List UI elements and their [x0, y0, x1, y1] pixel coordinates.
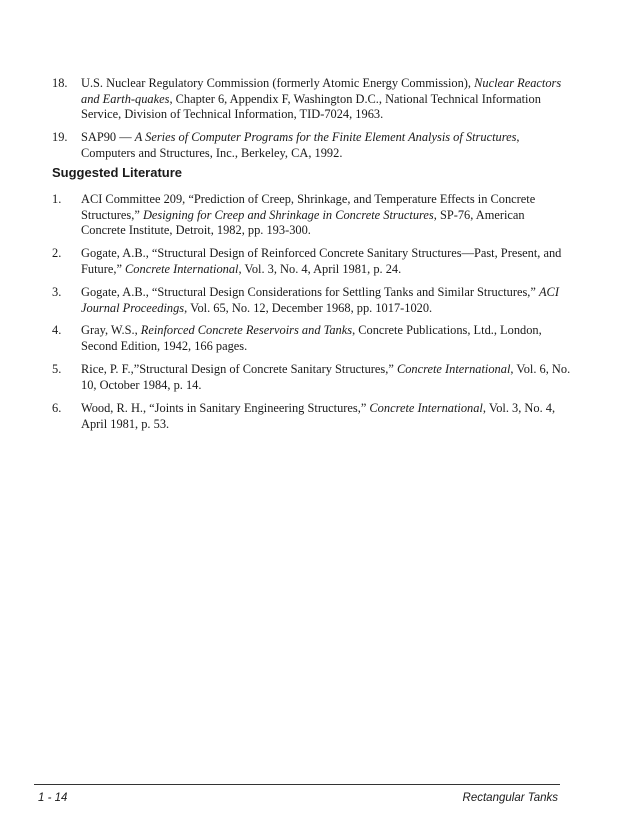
literature-number: 6.	[52, 401, 62, 415]
reference-title: A Series of Computer Programs for the Finite Element Analysis of Structures	[134, 130, 517, 144]
literature-text	[81, 323, 572, 354]
literature-text-part: , Vol. 6, No. 10, October 1984, p. 14.	[81, 362, 571, 392]
page-number: 1 - 14	[38, 792, 68, 804]
reference-text-part: , Chapter 6, Appendix F, Washington D.C., National Technical Information Service, Division of Technical Information, TID-7024, 1963.	[81, 91, 541, 122]
literature-text-part: ACI Committee 209, “Prediction of Creep, Shrinkage, and Temperature Effects in Concrete Structures,”	[81, 192, 536, 222]
literature-item	[52, 362, 572, 393]
literature-item	[52, 323, 572, 354]
reference-number: 19.	[52, 130, 68, 144]
literature-item	[52, 401, 572, 432]
literature-text-part: , Concrete Publications, Ltd., London, Second Edition, 1942, 166 pages.	[81, 323, 542, 353]
literature-title: Reinforced Concrete Reservoirs and Tanks	[140, 323, 353, 337]
literature-title: Designing for Creep and Shrinkage in Concrete Structures	[142, 207, 434, 222]
literature-text-part: , SP-76, American Concrete Institute, Detroit, 1982, pp. 193-300.	[81, 207, 525, 238]
literature-number: 4.	[52, 323, 62, 337]
chapter-title: Rectangular Tanks	[462, 792, 558, 804]
literature-title: Concrete International	[369, 401, 483, 415]
literature-number: 1.	[52, 192, 62, 206]
literature-text-part: , Vol. 65, No. 12, December 1968, pp. 1017-1020.	[184, 300, 433, 315]
reference-text	[81, 130, 572, 161]
literature-text-part: Gray, W.S.,	[81, 323, 141, 337]
section-heading: Suggested Literature	[52, 165, 183, 180]
reference-number: 18.	[52, 76, 68, 90]
reference-title: Nuclear Reactors and Earth-quakes	[81, 76, 562, 106]
literature-number: 2.	[52, 246, 62, 260]
reference-text-part: , Computers and Structures, Inc., Berkeley, CA, 1992.	[81, 130, 520, 160]
literature-text-part: Gogate, A.B., “Structural Design of Reinforced Concrete Sanitary Structures—Past, Present, and Future,”	[81, 246, 562, 276]
reference-text-part: U.S. Nuclear Regulatory Commission (formerly Atomic Energy Commission),	[81, 76, 475, 90]
reference-text-part: SAP90 —	[81, 130, 135, 144]
literature-text-part: , Vol. 3, No. 4, April 1981, p. 53.	[81, 401, 556, 431]
reference-item	[52, 76, 572, 123]
literature-title: Concrete International	[125, 261, 239, 276]
footer-divider	[34, 784, 560, 785]
literature-text-part: Rice, P. F.,”Structural Design of Concrete Sanitary Structures,”	[81, 362, 397, 376]
literature-text	[81, 192, 572, 239]
literature-text	[81, 246, 572, 277]
literature-number: 5.	[52, 362, 62, 376]
literature-text-part: Wood, R. H., “Joints in Sanitary Engineering Structures,”	[81, 401, 370, 415]
literature-text	[81, 401, 572, 432]
literature-item	[52, 246, 572, 277]
reference-item	[52, 130, 572, 161]
literature-text-part: Gogate, A.B., “Structural Design Considerations for Settling Tanks and Similar Structures,”	[81, 285, 539, 299]
literature-item	[52, 285, 572, 316]
literature-text-part: , Vol. 3, No. 4, April 1981, p. 24.	[238, 261, 402, 276]
literature-number: 3.	[52, 285, 62, 299]
literature-title: ACI Journal Proceedings	[81, 285, 559, 315]
literature-item	[52, 192, 572, 239]
reference-text	[81, 76, 572, 123]
literature-text	[81, 285, 572, 316]
literature-text	[81, 362, 572, 393]
literature-title: Concrete International	[396, 362, 511, 376]
